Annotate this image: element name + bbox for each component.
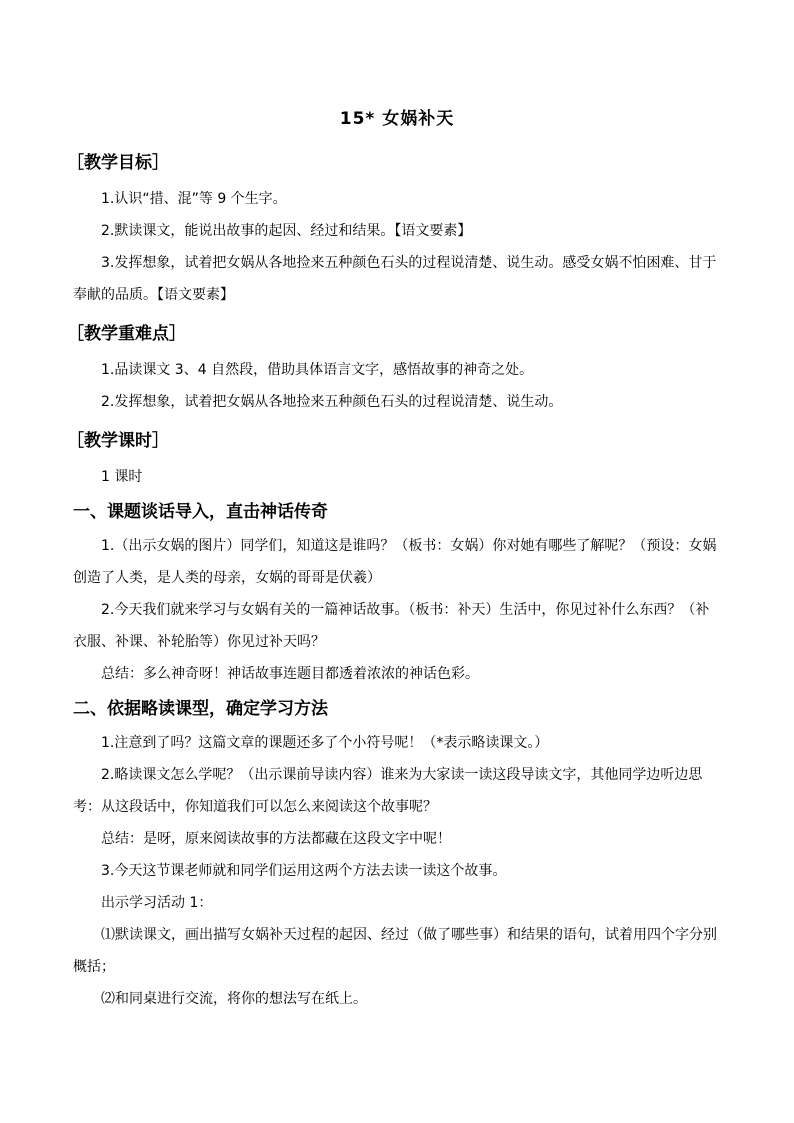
document-title: 15* 女娲补天 xyxy=(339,109,455,129)
activity-step-2: ⑵和同桌进行交流，将你的想法写在纸上。 xyxy=(101,991,367,1007)
activity-step-1: ⑴默读课文，画出描写女娲补天过程的起因、经过（做了哪些事）和结果的语句，试着用四个字分别概括； xyxy=(73,927,717,975)
hours-item: 1 课时 xyxy=(101,469,143,485)
goal-item-1: 1.认识“措、混”等 9 个生字。 xyxy=(101,191,287,207)
part1-paragraph-2: 2.今天我们就来学习与女娲有关的一篇神话故事。（板书：补天）生活中，你见过补什么东西？（补衣服、补课、补轮胎等）你见过补天吗？ xyxy=(73,602,710,650)
key-point-item-1: 1.品读课文 3、4 自然段，借助具体语言文字，感悟故事的神奇之处。 xyxy=(101,362,534,378)
goals-heading: ［教学目标］ xyxy=(67,153,169,173)
part1-paragraph-1: 1.（出示女娲的图片）同学们，知道这是谁吗？（板书：女娲）你对她有哪些了解呢？（预设：女娲创造了人类，是人类的母亲，女娲的哥哥是伏羲） xyxy=(73,538,717,586)
document-body xyxy=(67,140,723,1015)
key-points-heading: ［教学重难点］ xyxy=(67,324,186,344)
goal-item-3: 3.发挥想象，试着把女娲从各地捡来五种颜色石头的过程说清楚、说生动。感受女娲不怕困难、甘于奉献的品质。【语文要素】 xyxy=(73,255,717,303)
goal-item-2: 2.默读课文，能说出故事的起因、经过和结果。【语文要素】 xyxy=(101,223,472,239)
activity-label: 出示学习活动 1： xyxy=(101,895,213,911)
part2-heading: 二、依据略读课型，确定学习方法 xyxy=(73,699,328,719)
hours-heading: ［教学课时］ xyxy=(67,431,169,451)
part1-heading: 一、课题谈话导入，直击神话传奇 xyxy=(73,502,328,522)
part2-paragraph-1: 1.注意到了吗？这篇文章的课题还多了个小符号呢！（*表示略读课文。） xyxy=(101,735,549,751)
part2-summary: 总结：是呀，原来阅读故事的方法都藏在这段文字中呢！ xyxy=(101,831,451,847)
part1-summary: 总结：多么神奇呀！神话故事连题目都透着浓浓的神话色彩。 xyxy=(101,666,479,682)
part2-paragraph-2: 2.略读课文怎么学呢？（出示课前导读内容）谁来为大家读一读这段导读文字，其他同学边听边思考：从这段话中，你知道我们可以怎么来阅读这个故事呢？ xyxy=(73,767,703,815)
part2-paragraph-3: 3.今天这节课老师就和同学们运用这两个方法去读一读这个故事。 xyxy=(101,863,507,879)
key-point-item-2: 2.发挥想象，试着把女娲从各地捡来五种颜色石头的过程说清楚、说生动。 xyxy=(101,394,563,410)
